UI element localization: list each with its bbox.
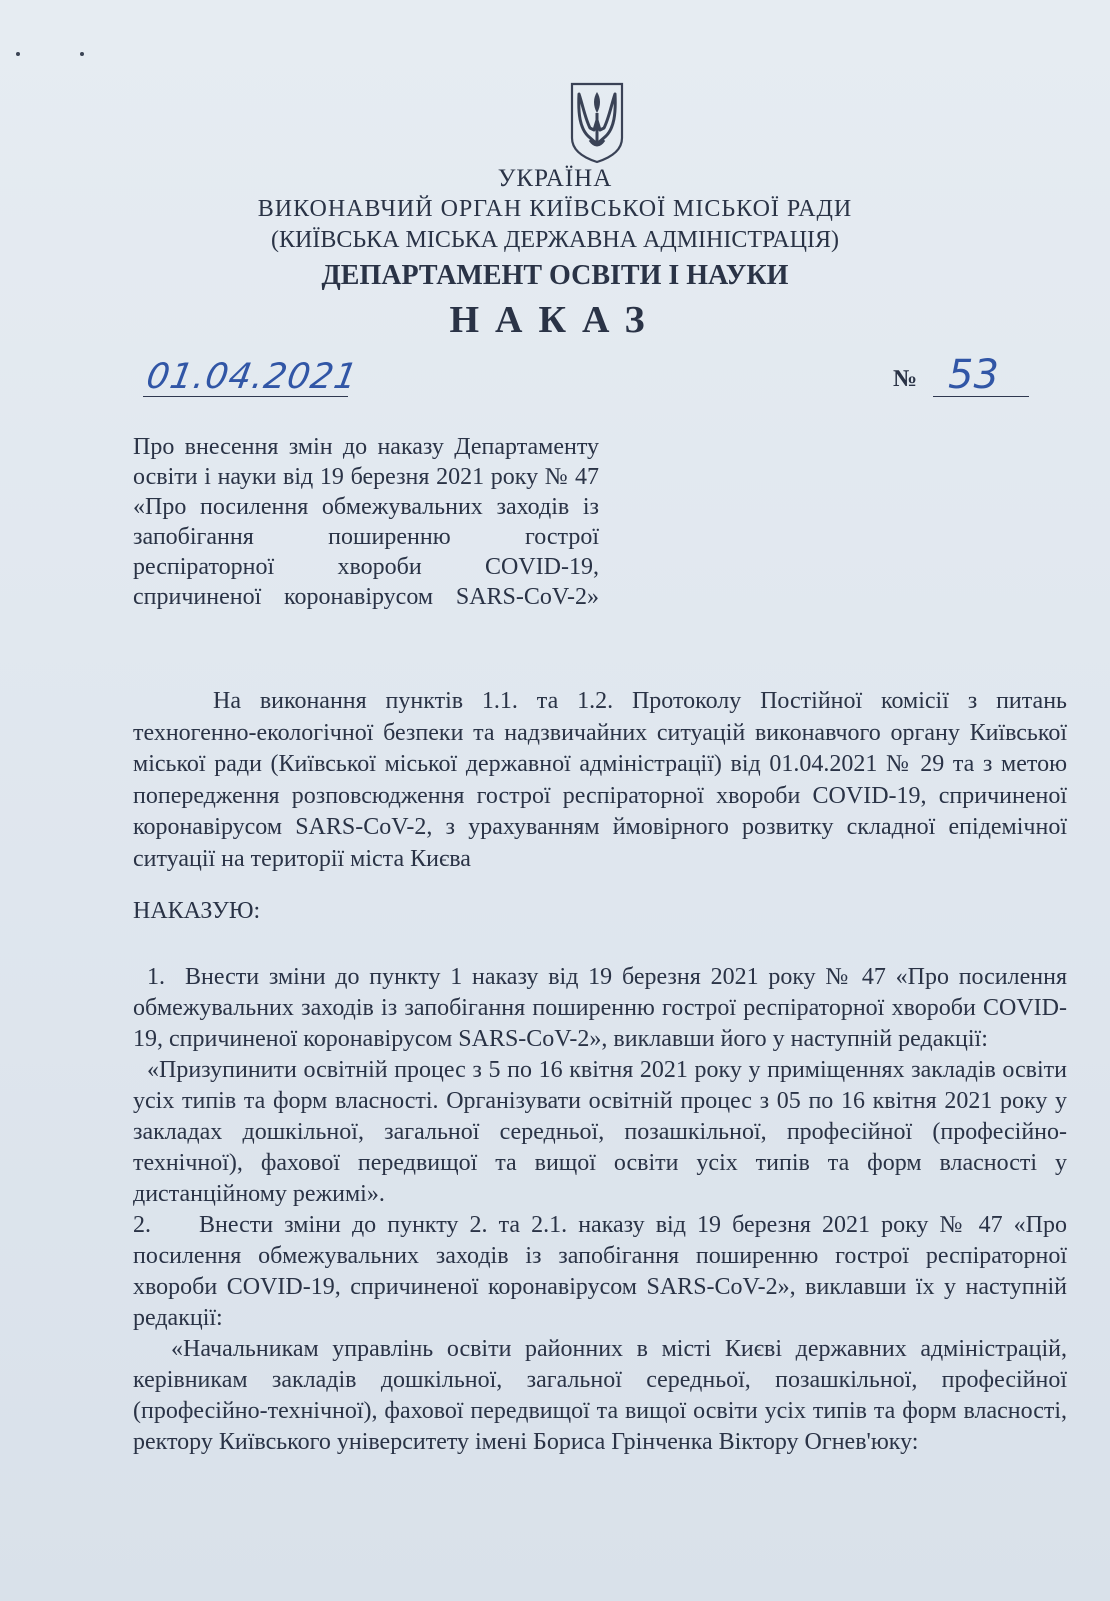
header-city-administration: (КИЇВСЬКА МІСЬКА ДЕРЖАВНА АДМІНІСТРАЦІЯ) <box>271 227 839 253</box>
preamble-paragraph: На виконання пунктів 1.1. та 1.2. Протоколу Постійної комісії з питань техногенно-екологічної безпеки та надзвичайних ситуацій виконавчого органу Київської міської ради (Київської міської державної адміністрації) від 01.04.2021 № 29 та з метою попередження розповсюдження гострої респіраторної хвороби COVID-19, спричиненої коронавірусом SARS-CoV-2, з урахуванням ймовірного розвитку складної епідемічної ситуації на території міста Києва <box>133 688 1067 872</box>
header-department: ДЕПАРТАМЕНТ ОСВІТИ І НАУКИ <box>321 260 789 291</box>
order-subject: Про внесення змін до наказу Департаменту освіти і науки від 19 березня 2021 року № 47 «Про посилення обмежувальних заходів із запобігання поширенню гострої респіраторної хвороби COVID-19, спричиненої коронавірусом SARS-CoV-2» <box>133 434 599 610</box>
date-underline <box>143 396 348 397</box>
scan-speck <box>80 52 84 56</box>
document-type-title: НАКАЗ <box>449 299 661 341</box>
number-underline <box>933 396 1029 397</box>
order-item-1 <box>133 962 1067 1055</box>
item-text: Внести зміни до пункту 1 наказу від 19 березня 2021 року № 47 «Про посилення обмежувальних заходів із запобігання поширенню гострої респіраторної хвороби COVID-19, спричиненої коронавірусом SARS-CoV-2», виклавши його у наступній редакції: <box>133 964 1067 1052</box>
handwritten-order-number: 53 <box>948 352 999 398</box>
header-country: УКРАЇНА <box>497 165 613 192</box>
item-quote-1: «Призупинити освітній процес з 5 по 16 квітня 2021 року у приміщеннях закладів освіти усіх типів та форм власності. Організувати освітній процес з 05 по 16 квітня 2021 року у закладах дошкільної, загальної середньої, позашкільної, професійної (професійно-технічної), фахової передвищої та вищої освіти усіх типів та форм власності у дистанційному режимі». <box>133 1057 1067 1207</box>
item-quote-2: «Начальникам управлінь освіти районних в місті Києві державних адміністрацій, керівникам закладів дошкільної, загальної середньої, позашкільної, професійної (професійно-технічної), фахової передвищої та вищої освіти усіх типів та форм власності, ректору Київського університету імені Бориса Грінченка Віктору Огнев'юку: <box>133 1336 1067 1455</box>
order-item-2 <box>133 1210 1067 1334</box>
handwritten-date: 01.04.2021 <box>143 357 361 397</box>
order-items <box>133 962 1067 1458</box>
orders-label: НАКАЗУЮ: <box>133 898 261 924</box>
item-number: 2. <box>133 1212 151 1238</box>
header-executive-body: ВИКОНАВЧИЙ ОРГАН КИЇВСЬКОЇ МІСЬКОЇ РАДИ <box>257 196 853 222</box>
item-text: Внести зміни до пункту 2. та 2.1. наказу від 19 березня 2021 року № 47 «Про посилення обмежувальних заходів із запобігання поширенню гострої респіраторної хвороби COVID-19, спричиненої коронавірусом SARS-CoV-2», виклавши їх у наступній редакції: <box>133 1212 1067 1331</box>
scan-speck <box>16 52 20 56</box>
item-number: 1. <box>147 964 165 990</box>
order-number-label: № <box>893 366 918 392</box>
trident-coat-of-arms-icon <box>568 80 626 164</box>
